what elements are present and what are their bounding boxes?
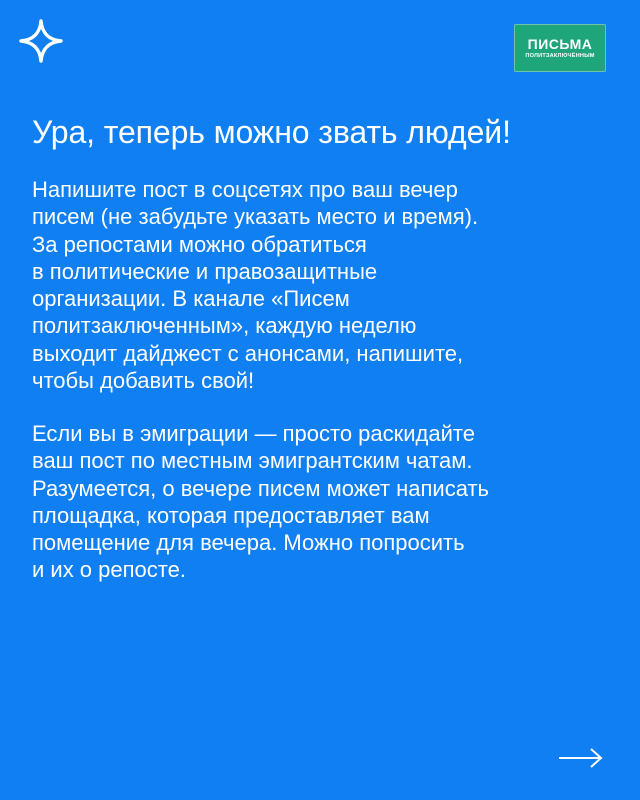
- paragraph-line: организации. В канале «Писем: [32, 286, 350, 312]
- paragraph-line: Разумеется, о вечере писем может написать: [32, 475, 490, 501]
- arrow-right-icon[interactable]: [558, 746, 604, 770]
- paragraph-1: [32, 176, 612, 394]
- paragraph-line: выходит дайджест с анонсами, напишите,: [32, 340, 464, 366]
- paragraph-line: писем (не забудьте указать место и время).: [32, 204, 479, 230]
- paragraph-line: в политические и правозащитные: [32, 258, 378, 284]
- paragraph-line: политзаключенным», каждую неделю: [32, 313, 417, 339]
- paragraph-line: и их о репосте.: [32, 557, 186, 583]
- paragraph-line: Если вы в эмиграции — просто раскидайте: [32, 421, 475, 446]
- paragraph-line: ваш пост по местным эмигрантским чатам.: [32, 448, 473, 474]
- paragraph-line: помещение для вечера. Можно попросить: [32, 530, 465, 556]
- brand-logo-badge: [514, 24, 606, 72]
- brand-title: ПИСЬМА: [527, 35, 593, 52]
- paragraph-line: За репостами можно обратиться: [32, 231, 367, 257]
- paragraph-line: чтобы добавить свой!: [32, 368, 255, 394]
- sparkle-star-icon: [18, 18, 64, 64]
- headline: Ура, теперь можно звать людей!: [32, 114, 511, 150]
- paragraph-2: [32, 420, 612, 584]
- paragraph-line: площадка, которая предоставляет вам: [32, 502, 430, 528]
- paragraph-line: Напишите пост в соцсетях про ваш вечер: [32, 177, 458, 202]
- brand-subtitle: ПОЛИТЗАКЛЮЧЁННЫМ: [525, 52, 595, 59]
